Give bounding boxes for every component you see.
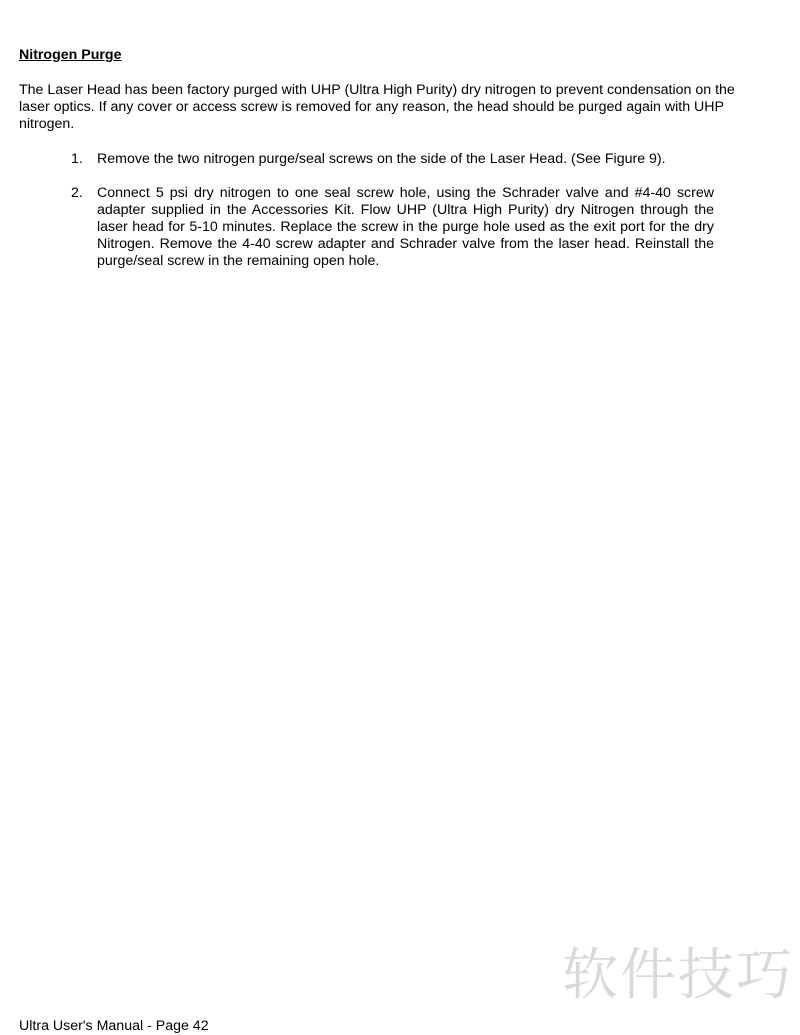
step-number xyxy=(19,151,97,168)
watermark: 软件技巧 xyxy=(562,943,794,1008)
section-title: Nitrogen Purge xyxy=(19,47,122,63)
list-item xyxy=(19,151,744,168)
list-item xyxy=(19,185,744,270)
page-footer: Ultra User's Manual - Page 42 xyxy=(19,1018,209,1034)
step-number-label: 1. xyxy=(71,151,83,167)
steps-list xyxy=(19,151,744,270)
step-text: Remove the two nitrogen purge/seal screws on the side of the Laser Head. (See Figure 9). xyxy=(97,151,666,167)
page-content xyxy=(19,47,744,287)
step-text: Connect 5 psi dry nitrogen to one seal screw hole, using the Schrader valve and #4-40 screw adapter supplied in the Accessories Kit. Flow UHP (Ultra High Purity) dry Nitrogen through the laser head for 5-10 minutes. Replace the screw in the purge hole used as the exit port for the dry Nitrogen. Remove the 4-40 screw adapter and Schrader valve from the laser head. Reinstall the purge/seal screw in the remaining open hole. xyxy=(97,185,714,269)
step-number-label: 2. xyxy=(71,185,83,201)
intro-paragraph: The Laser Head has been factory purged with UHP (Ultra High Purity) dry nitrogen to prevent condensation on the laser optics. If any cover or access screw is removed for any reason, the head should be purged again with UHP nitrogen. xyxy=(19,82,735,132)
step-number xyxy=(19,185,97,270)
